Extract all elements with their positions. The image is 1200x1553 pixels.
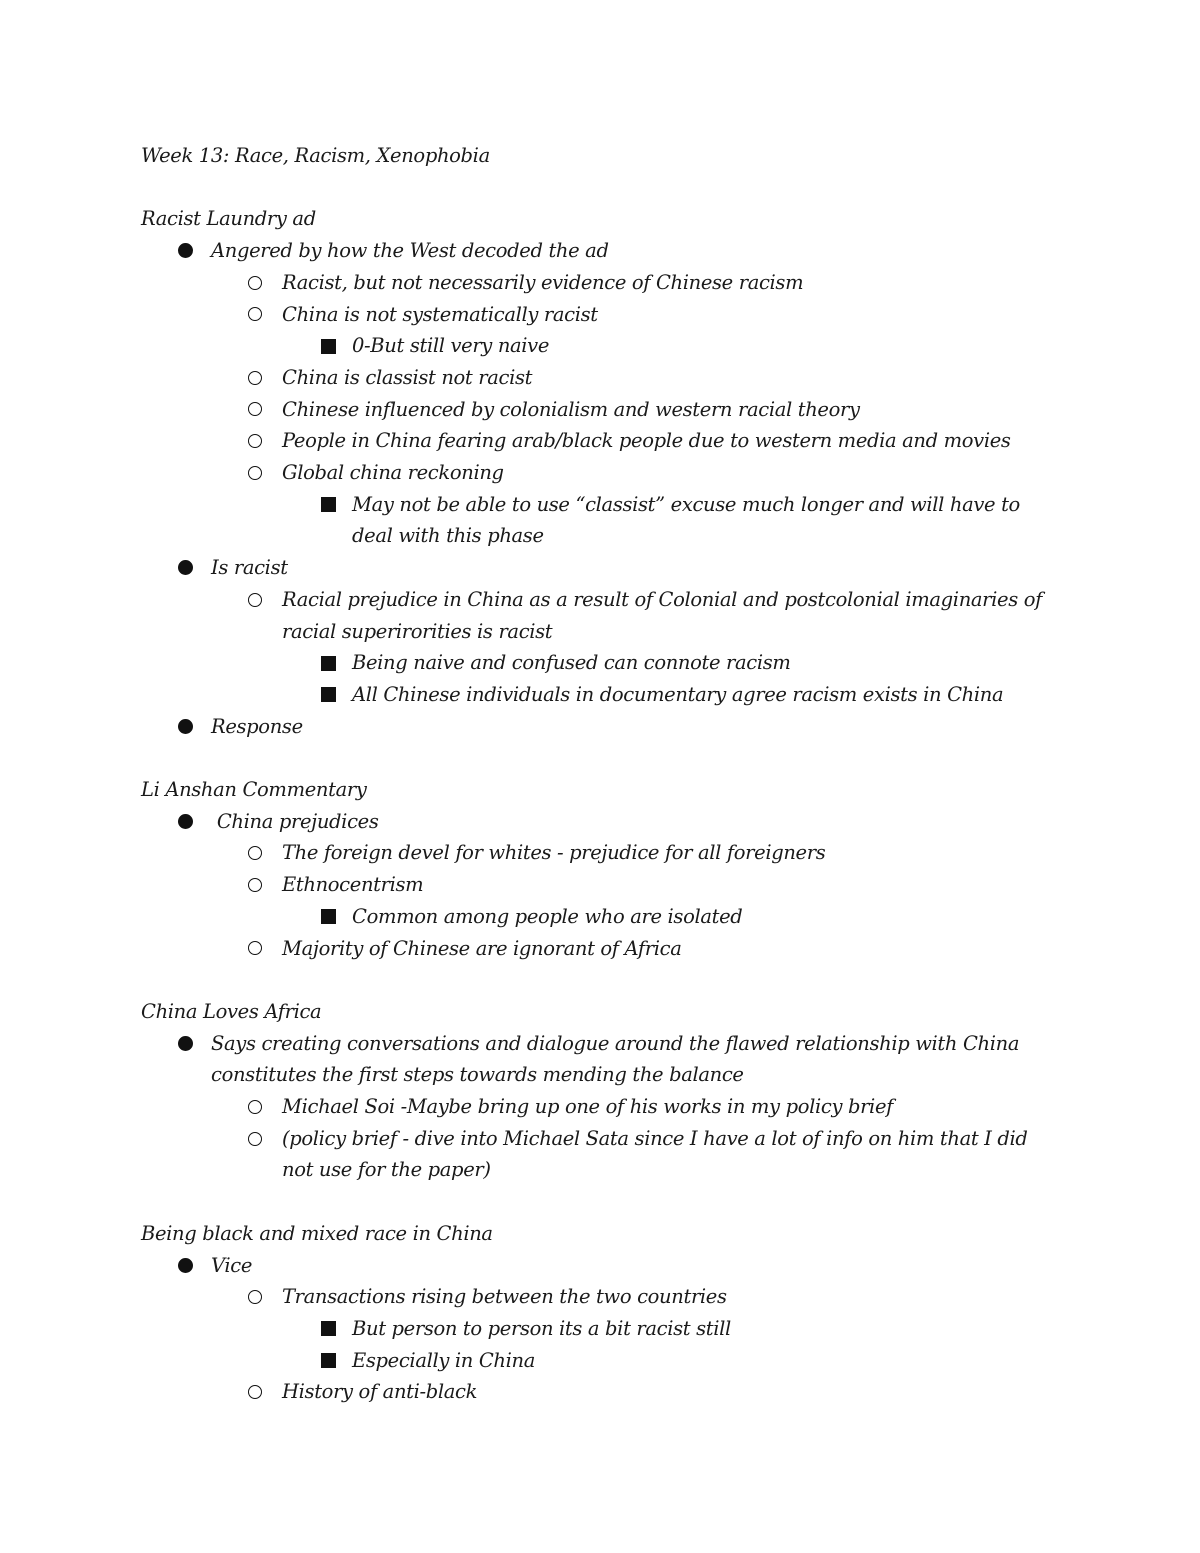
sub-sub-bullet-item: But person to person its a bit racist still bbox=[141, 1313, 1081, 1345]
section-heading: Racist Laundry ad bbox=[141, 207, 316, 231]
hollow-circle-bullet-icon bbox=[248, 267, 262, 299]
document-body bbox=[141, 140, 1081, 1408]
square-bullet-icon bbox=[321, 647, 336, 679]
square-bullet-icon bbox=[321, 489, 336, 521]
sub-bullet-item: Michael Soi -Maybe bring up one of his works in my policy brief bbox=[141, 1091, 1081, 1123]
sub-bullet-item: (policy brief - dive into Michael Sata since I have a lot of info on him that I did not use for the paper) bbox=[141, 1123, 1062, 1186]
bullet-item: China prejudices bbox=[141, 806, 1081, 838]
hollow-circle-bullet-icon bbox=[248, 869, 262, 901]
bullet-item: Response bbox=[141, 711, 1081, 743]
hollow-circle-bullet-icon bbox=[248, 1376, 262, 1408]
sub-bullet-item: History of anti-black bbox=[141, 1376, 1081, 1408]
square-bullet-icon bbox=[321, 1345, 336, 1377]
sub-bullet-item: China is classist not racist bbox=[141, 362, 1081, 394]
filled-circle-bullet-icon bbox=[178, 711, 193, 743]
section-heading: China Loves Africa bbox=[141, 999, 322, 1023]
spacer bbox=[141, 172, 1081, 204]
hollow-circle-bullet-icon bbox=[248, 1281, 262, 1313]
sub-sub-bullet-item: 0-But still very naive bbox=[141, 330, 1081, 362]
sub-bullet-item: Global china reckoning bbox=[141, 457, 1081, 489]
bullet-item: Is racist bbox=[141, 552, 1081, 584]
bullet-item: Says creating conversations and dialogue around the flawed relationship with China constitutes the first steps towards mending the balance bbox=[141, 1028, 1066, 1091]
hollow-circle-bullet-icon bbox=[248, 1091, 262, 1123]
sub-bullet-item: Chinese influenced by colonialism and western racial theory bbox=[141, 394, 1081, 426]
sub-bullet-item: Racist, but not necessarily evidence of Chinese racism bbox=[141, 267, 1081, 299]
hollow-circle-bullet-icon bbox=[248, 457, 262, 489]
spacer bbox=[141, 1186, 1081, 1218]
filled-circle-bullet-icon bbox=[178, 235, 193, 267]
filled-circle-bullet-icon bbox=[178, 1250, 193, 1282]
sub-bullet-item: People in China fearing arab/black people due to western media and movies bbox=[141, 425, 1081, 457]
sub-bullet-item: Racial prejudice in China as a result of Colonial and postcolonial imaginaries of racial superirorities is racist bbox=[141, 584, 1067, 647]
filled-circle-bullet-icon bbox=[178, 806, 193, 838]
square-bullet-icon bbox=[321, 330, 336, 362]
hollow-circle-bullet-icon bbox=[248, 394, 262, 426]
section-heading: Being black and mixed race in China bbox=[141, 1221, 493, 1245]
hollow-circle-bullet-icon bbox=[248, 584, 262, 616]
sub-sub-bullet-item: May not be able to use “classist” excuse much longer and will have to deal with this phase bbox=[141, 489, 1042, 552]
sub-sub-bullet-item: All Chinese individuals in documentary agree racism exists in China bbox=[141, 679, 1081, 711]
sub-sub-bullet-item: Being naive and confused can connote racism bbox=[141, 647, 1081, 679]
hollow-circle-bullet-icon bbox=[248, 1123, 262, 1155]
square-bullet-icon bbox=[321, 1313, 336, 1345]
filled-circle-bullet-icon bbox=[178, 552, 193, 584]
sub-sub-bullet-item: Common among people who are isolated bbox=[141, 901, 1081, 933]
sub-bullet-item: The foreign devel for whites - prejudice for all foreigners bbox=[141, 837, 1081, 869]
hollow-circle-bullet-icon bbox=[248, 299, 262, 331]
sub-bullet-item: Ethnocentrism bbox=[141, 869, 1081, 901]
square-bullet-icon bbox=[321, 901, 336, 933]
hollow-circle-bullet-icon bbox=[248, 425, 262, 457]
spacer bbox=[141, 742, 1081, 774]
hollow-circle-bullet-icon bbox=[248, 933, 262, 965]
spacer bbox=[141, 964, 1081, 996]
sub-bullet-item: Transactions rising between the two countries bbox=[141, 1281, 1081, 1313]
sub-sub-bullet-item: Especially in China bbox=[141, 1345, 1081, 1377]
sub-bullet-item: China is not systematically racist bbox=[141, 299, 1081, 331]
section-heading: Li Anshan Commentary bbox=[141, 778, 367, 802]
hollow-circle-bullet-icon bbox=[248, 362, 262, 394]
filled-circle-bullet-icon bbox=[178, 1028, 193, 1060]
bullet-item: Angered by how the West decoded the ad bbox=[141, 235, 1081, 267]
page-title: Week 13: Race, Racism, Xenophobia bbox=[141, 144, 490, 167]
sub-bullet-item: Majority of Chinese are ignorant of Africa bbox=[141, 933, 1081, 965]
hollow-circle-bullet-icon bbox=[248, 837, 262, 869]
square-bullet-icon bbox=[321, 679, 336, 711]
bullet-item: Vice bbox=[141, 1250, 1081, 1282]
